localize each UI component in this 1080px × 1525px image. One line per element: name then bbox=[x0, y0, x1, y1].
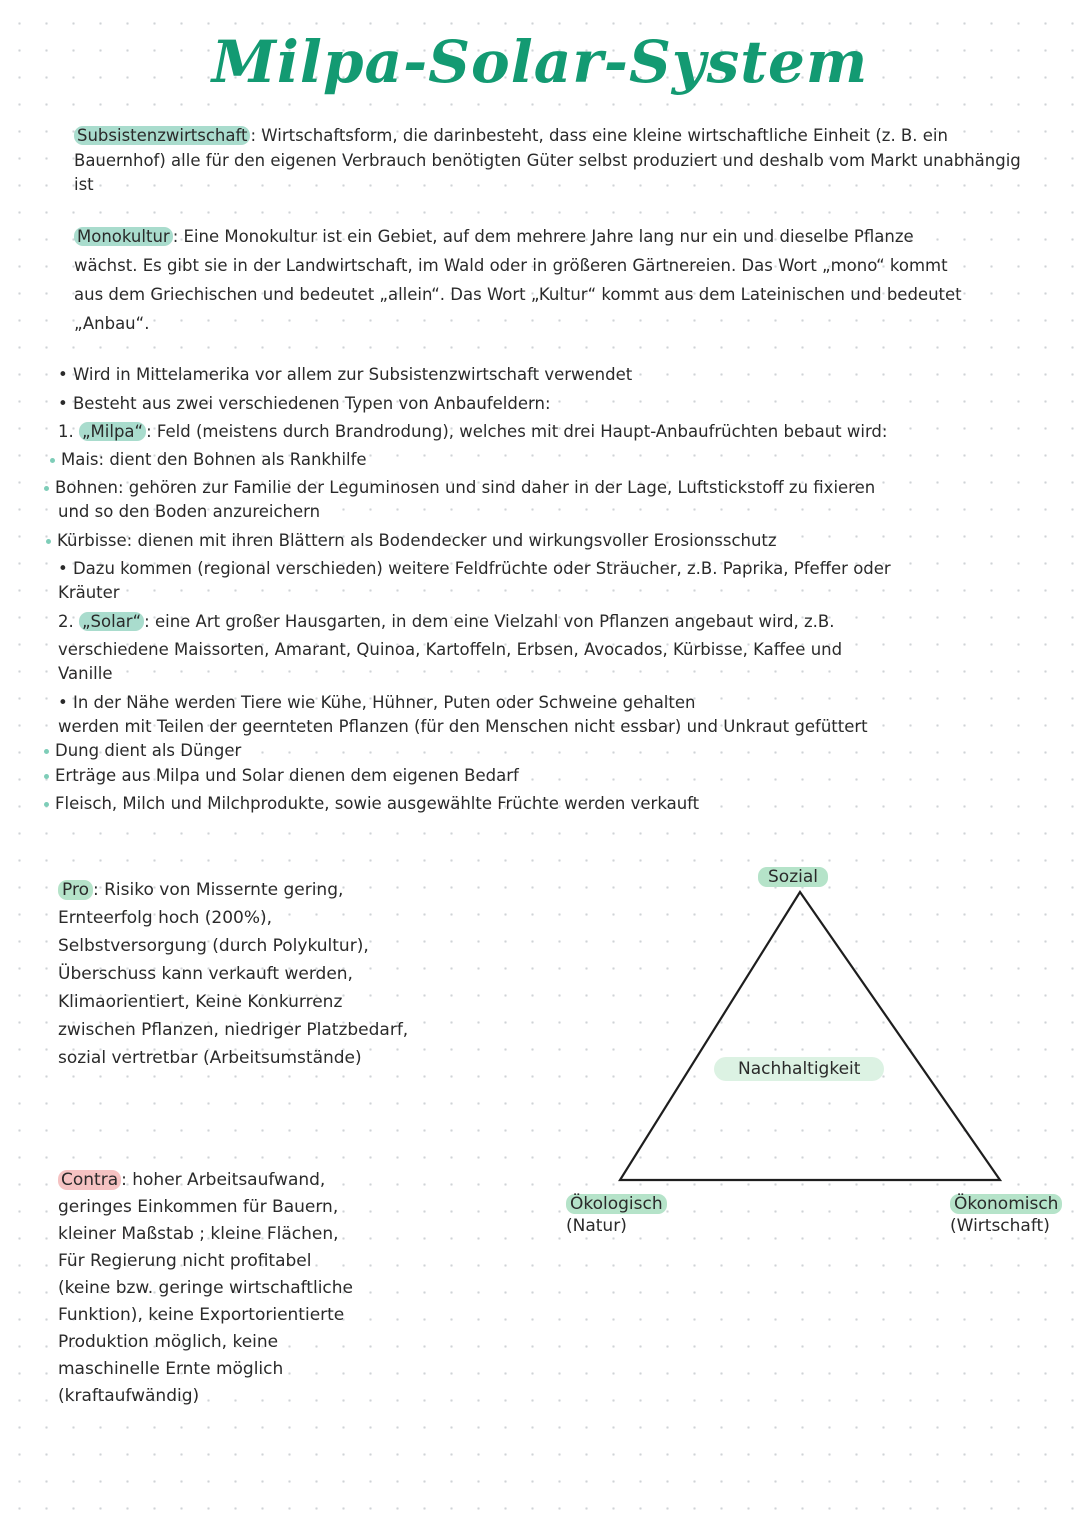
list-item: werden mit Teilen der geernteten Pflanzen (für den Menschen nicht essbar) und Unkraut gefüttert bbox=[58, 717, 868, 736]
definition-subsistenz-text: : Wirtschaftsform, die darinbesteht, dass eine kleine wirtschaftliche Einheit (z. B. ein Bauernhof) alle für den eigenen Verbrauch benötigten Güter selbst produziert und deshalb vom Markt unabhängig ist bbox=[74, 126, 1021, 194]
list-item: Vanille bbox=[58, 664, 113, 683]
term-monokultur: Monokultur bbox=[74, 227, 173, 246]
pro-text: : Risiko von Missernte gering, Ernteerfolg hoch (200%), Selbstversorgung (durch Polykultur), Überschuss kann verkauft werden, Klimaorientiert, Keine Konkurrenz zwischen Pflanzen, niedriger Platzbedarf, sozial vertretbar (Arbeitsumstände) bbox=[58, 880, 409, 1068]
list-item-solar: 2. „Solar“ : eine Art großer Hausgarten, in dem eine Vielzahl von Pflanzen angebaut wird, z.B. bbox=[58, 612, 835, 631]
list-item: • Dazu kommen (regional verschieden) weitere Feldfrüchte oder Sträucher, z.B. Paprika, Pfeffer oder bbox=[58, 559, 891, 578]
bullet-icon bbox=[50, 458, 55, 463]
term-pro: Pro bbox=[58, 880, 93, 900]
term-milpa: „Milpa“ bbox=[79, 422, 146, 441]
label-nachhaltigkeit: Nachhaltigkeit bbox=[714, 1058, 884, 1080]
definition-monokultur bbox=[74, 222, 974, 338]
bullet-icon bbox=[44, 774, 49, 779]
list-item: verschiedene Maissorten, Amarant, Quinoa, Kartoffeln, Erbsen, Avocados, Kürbisse, Kaffee und bbox=[58, 640, 843, 659]
list-item: Kräuter bbox=[58, 583, 120, 602]
list-item: • In der Nähe werden Tiere wie Kühe, Hühner, Puten oder Schweine gehalten bbox=[58, 693, 696, 712]
list-item: Mais: dient den Bohnen als Rankhilfe bbox=[50, 449, 367, 471]
contra-section bbox=[58, 1167, 368, 1410]
definition-subsistenz bbox=[74, 124, 1034, 198]
pro-section bbox=[58, 876, 418, 1072]
bullet-icon bbox=[44, 486, 49, 491]
list-item: • Besteht aus zwei verschiedenen Typen von Anbaufeldern: bbox=[58, 394, 551, 413]
term-solar: „Solar“ bbox=[79, 612, 144, 631]
list-item: Fleisch, Milch und Milchprodukte, sowie ausgewählte Früchte werden verkauft bbox=[44, 793, 699, 815]
list-item: Dung dient als Dünger bbox=[44, 740, 241, 762]
list-item: Kürbisse: dienen mit ihren Blättern als Bodendecker und wirkungsvoller Erosionsschutz bbox=[46, 530, 777, 552]
contra-text: : hoher Arbeitsaufwand, geringes Einkommen für Bauern, kleiner Maßstab ; kleine Flächen, Für Regierung nicht profitabel (keine bzw. geringe wirtschaftliche Funktion), keine Exportorientierte Produktion möglich, keine maschinelle Ernte möglich (kraftaufwändig) bbox=[58, 1170, 354, 1406]
label-oekologisch: Ökologisch (Natur) bbox=[566, 1193, 667, 1237]
bullet-icon bbox=[46, 539, 51, 544]
list-item: Erträge aus Milpa und Solar dienen dem eigenen Bedarf bbox=[44, 765, 519, 787]
label-oekonomisch: Ökonomisch (Wirtschaft) bbox=[950, 1193, 1062, 1237]
list-item: und so den Boden anzureichern bbox=[58, 502, 321, 521]
list-item-milpa: 1. „Milpa“ : Feld (meistens durch Brandrodung), welches mit drei Haupt-Anbaufrüchten bebaut wird: bbox=[58, 422, 888, 441]
page-title: Milpa-Solar-System bbox=[211, 28, 869, 96]
bullet-icon bbox=[44, 802, 49, 807]
term-subsistenz: Subsistenzwirtschaft bbox=[74, 126, 250, 145]
triangle-shape bbox=[620, 892, 1000, 1180]
label-sozial: Sozial bbox=[758, 866, 828, 888]
definition-monokultur-text: : Eine Monokultur ist ein Gebiet, auf dem mehrere Jahre lang nur ein und dieselbe Pflanze wächst. Es gibt sie in der Landwirtschaft, im Wald oder in größeren Gärtnereien. Das Wort „mono“ kommt aus dem Griechischen und bedeutet „allein“. Das Wort „Kultur“ kommt aus dem Lateinischen und bedeutet „Anbau“. bbox=[74, 227, 962, 333]
term-contra: Contra bbox=[58, 1170, 121, 1190]
list-item: Bohnen: gehören zur Familie der Leguminosen und sind daher in der Lage, Luftstickstoff zu fixieren bbox=[44, 477, 875, 499]
bullet-icon bbox=[44, 749, 49, 754]
list-item: • Wird in Mittelamerika vor allem zur Subsistenzwirtschaft verwendet bbox=[58, 365, 633, 384]
